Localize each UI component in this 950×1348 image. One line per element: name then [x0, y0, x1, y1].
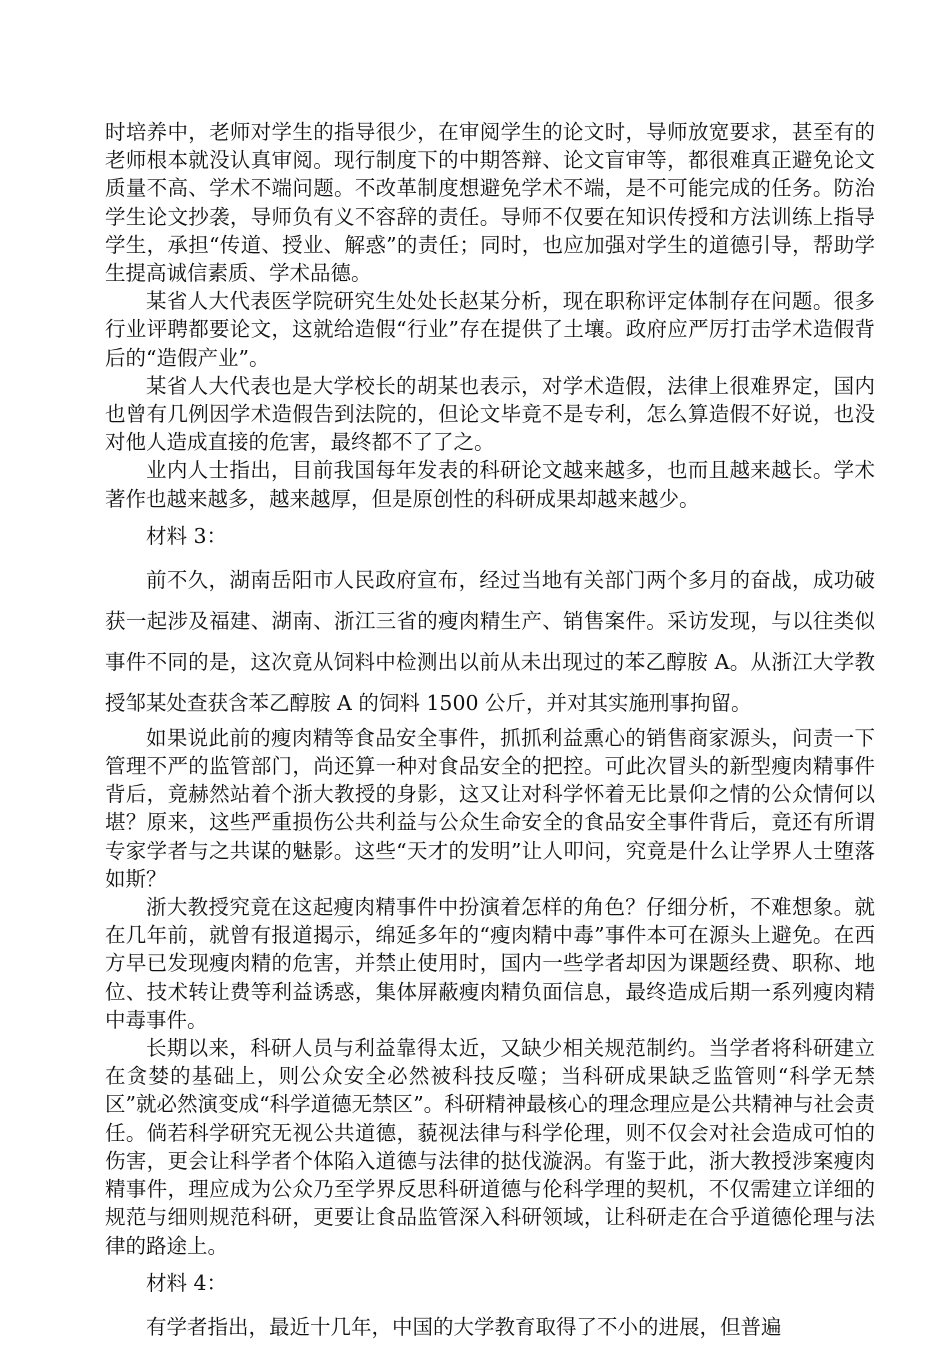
paragraph-research-ethics: 长期以来，科研人员与利益靠得太近，又缺少相关规范制约。当学者将科研建立在贪婪的基础上，则公众安全必然被科技反噬；当科研成果缺乏监管则“科学无禁区”就必然演变成“科学道德无禁区”。科研精神最核心的理念理应是公共精神与社会责任。倘若科学研究无视公共道德，藐视法律与科学伦理，则不仅会对社会造成可怕的伤害，更会让科学者个体陷入道德与法律的挞伐漩涡。有鉴于此，浙大教授涉案瘦肉精事件，理应成为公众乃至学界反思科研道德与伦科学理的契机，不仅需建立详细的规范与细则规范科研，更要让食品监管深入科研领域，让科研走在合乎道德伦理与法律的路途上。	[105, 1036, 875, 1258]
document-body	[105, 118, 875, 1348]
section-heading-material-4: 材料 4：	[146, 1270, 228, 1295]
paragraph-yueyang-case: 前不久，湖南岳阳市人民政府宣布，经过当地有关部门两个多月的奋战，成功破获一起涉及福建、湖南、浙江三省的瘦肉精生产、销售案件。采访发现，与以往类似事件不同的是，这次竟从饲料中检测出以前从未出现过的苯乙醇胺 A。从浙江大学教授邹某处查获含苯乙醇胺 A 的饲料 1500 公斤，并对其实施刑事拘留。	[105, 567, 875, 715]
paragraph-zhao-analysis: 某省人大代表医学院研究生处处长赵某分析，现在职称评定体制存在问题。很多行业评聘都要论文，这就给造假“行业”存在提供了土壤。政府应严厉打击学术造假背后的“造假产业”。	[105, 289, 875, 370]
paragraph-continuation: 时培养中，老师对学生的指导很少，在审阅学生的论文时，导师放宽要求，甚至有的老师根本就没认真审阅。现行制度下的中期答辩、论文盲审等，都很难真正避免论文质量不高、学术不端问题。不改革制度想避免学术不端，是不可能完成的任务。防治学生论文抄袭，导师负有义不容辞的责任。导师不仅要在知识传授和方法训练上指导学生，承担“传道、授业、解惑”的责任；同时，也应加强对学生的道德引导，帮助学生提高诚信素质、学术品德。	[105, 120, 875, 286]
paragraph-hu-statement: 某省人大代表也是大学校长的胡某也表示，对学术造假，法律上很难界定，国内也曾有几例因学术造假告到法院的，但论文毕竟不是专利，怎么算造假不好说，也没对他人造成直接的危害，最终都不了了之。	[105, 373, 875, 455]
paragraph-food-safety: 如果说此前的瘦肉精等食品安全事件，抓抓利益熏心的销售商家源头，问责一下管理不严的监管部门，尚还算一种对食品安全的把控。可此次冒头的新型瘦肉精事件背后，竟赫然站着个浙大教授的身影，这又让对科学怀着无比景仰之情的公众情何以堪？原来，这些严重损伤公共利益与公众生命安全的食品安全事件背后，竟还有所谓专家学者与之共谋的魅影。这些“天才的发明”让人叩问，究竟是什么让学界人士堕落如斯？	[105, 725, 875, 891]
paragraph-professor-role: 浙大教授究竟在这起瘦肉精事件中扮演着怎样的角色？仔细分析，不难想象。就在几年前，就曾有报道揭示，绵延多年的“瘦肉精中毒”事件本可在源头上避免。在西方早已发现瘦肉精的危害，并禁止使用时，国内一些学者却因为课题经费、职称、地位、技术转让费等利益诱惑，集体屏蔽瘦肉精负面信息，最终造成后期一系列瘦肉精中毒事件。	[105, 895, 875, 1032]
paragraph-insiders: 业内人士指出，目前我国每年发表的科研论文越来越多，也而且越来越长。学术著作也越来越多，越来越厚，但是原创性的科研成果却越来越少。	[105, 458, 875, 511]
section-heading-material-3: 材料 3：	[146, 523, 228, 548]
paragraph-university-education: 有学者指出，最近十几年，中国的大学教育取得了不小的进展，但普遍	[146, 1314, 782, 1339]
